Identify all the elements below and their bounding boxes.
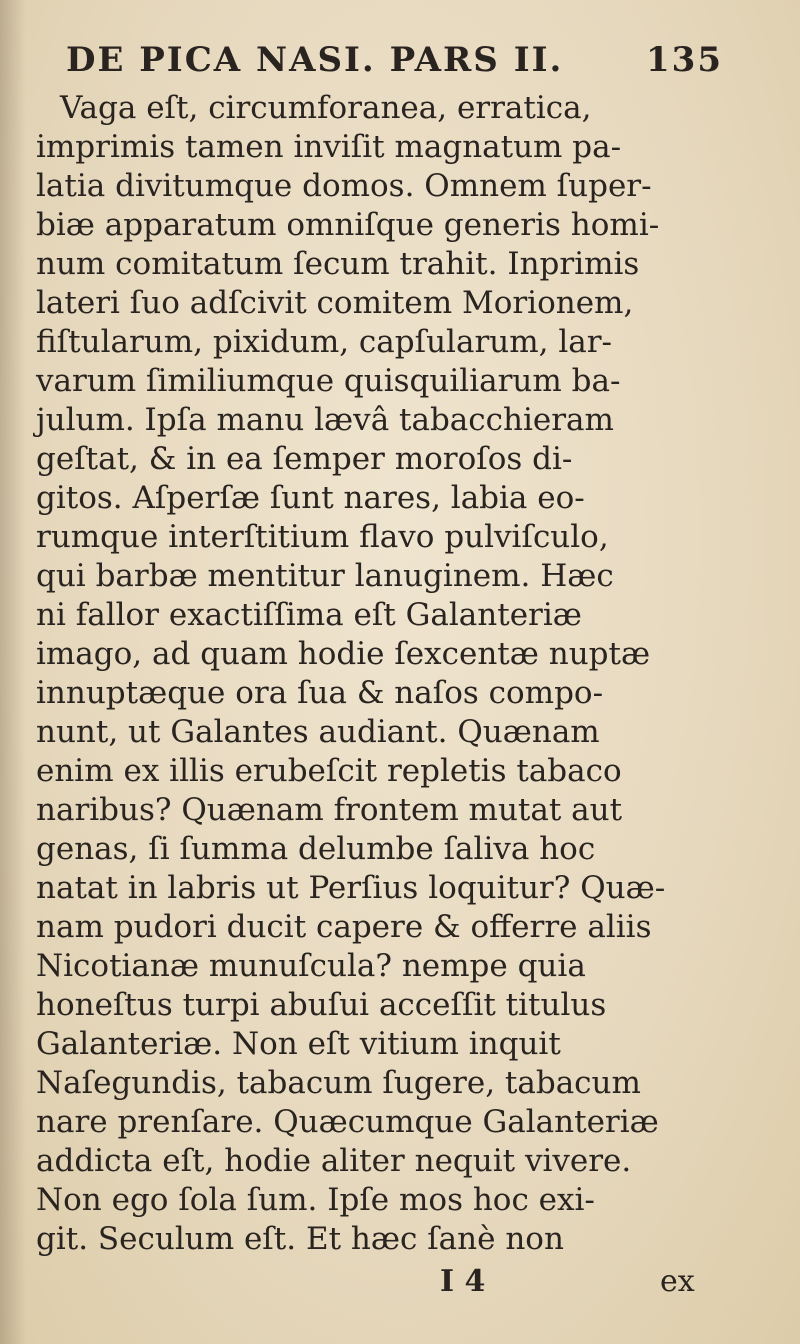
text-line: num comitatum ſecum trahit. Inprimis <box>36 246 640 282</box>
text-line: addicta eſt, hodie aliter nequit vivere. <box>36 1143 632 1179</box>
text-line: Vaga eſt, circumforanea, erratica, <box>60 90 592 126</box>
running-title: DE PICA NASI. PARS II. <box>66 40 564 80</box>
text-line: gitos. Aſperſæ ſunt nares, labia eo- <box>36 480 585 516</box>
text-line: imprimis tamen inviſit magnatum pa- <box>36 129 622 165</box>
text-line: fiſtularum, pixidum, capſularum, lar- <box>36 324 613 360</box>
text-line: rumque interſtitium flavo pulviſculo, <box>36 519 609 555</box>
text-line: ni fallor exactiſſima eſt Galanteriæ <box>36 597 582 633</box>
catchword: ex <box>660 1264 695 1299</box>
text-line: latia divitumque domos. Omnem ſuper- <box>36 168 652 204</box>
signature-mark: I 4 <box>440 1264 486 1299</box>
text-line: honeſtus turpi abuſui acceſſit titulus <box>36 987 607 1023</box>
page-number: 135 <box>646 40 723 80</box>
text-line: naribus? Quænam frontem mutat aut <box>36 792 623 828</box>
text-line: natat in labris ut Perſius loquitur? Quæ- <box>36 870 666 906</box>
text-line: Galanteriæ. Non eſt vitium inquit <box>36 1026 561 1062</box>
text-line: Non ego ſola ſum. Ipſe mos hoc exi- <box>36 1182 595 1218</box>
text-line: Naſegundis, tabacum ſugere, tabacum <box>36 1065 641 1101</box>
text-line: enim ex illis erubeſcit repletis tabaco <box>36 753 622 789</box>
text-line: julum. Ipſa manu lævâ tabacchieram <box>36 402 614 438</box>
text-line: nunt, ut Galantes audiant. Quænam <box>36 714 600 750</box>
text-line: Nicotianæ munuſcula? nempe quia <box>36 948 586 984</box>
text-line: nam pudori ducit capere & offerre aliis <box>36 909 652 945</box>
text-line: innuptæque ora ſua & naſos compo- <box>36 675 604 711</box>
text-line: varum ſimiliumque quisquiliarum ba- <box>36 363 621 399</box>
running-header <box>66 36 766 86</box>
text-line: git. Seculum eſt. Et hæc ſanè non <box>36 1221 564 1257</box>
text-line: genas, ſi ſumma delumbe ſaliva hoc <box>36 831 596 867</box>
text-line: lateri ſuo adſcivit comitem Morionem, <box>36 285 634 321</box>
binding-shadow <box>0 0 26 1344</box>
text-line: qui barbæ mentitur lanuginem. Hæc <box>36 558 614 594</box>
text-line: imago, ad quam hodie ſexcentæ nuptæ <box>36 636 651 672</box>
text-line: nare prenſare. Quæcumque Galanteriæ <box>36 1104 659 1140</box>
text-line: geſtat, & in ea ſemper moroſos di- <box>36 441 573 477</box>
text-line: biæ apparatum omniſque generis homi- <box>36 207 660 243</box>
